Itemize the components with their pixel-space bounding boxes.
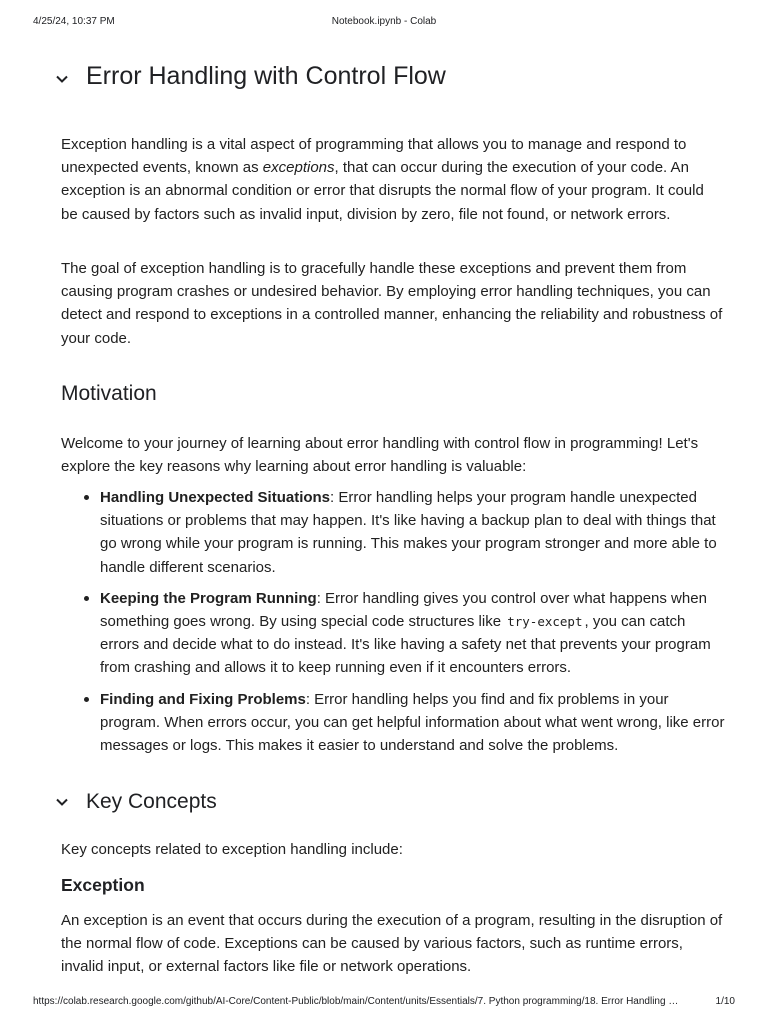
print-url: https://colab.research.google.com/github/AI-Core/Content-Public/blob/main/Content/units/Essentials/7. Python programming/18. Error Handling …: [33, 996, 679, 1007]
section-title-error-handling: Error Handling with Control Flow: [86, 62, 446, 90]
list-item-text: : Error handling helps you find and fix problems in your program. When errors occur, you can get helpful information about what went wrong, like error messages or logs. This makes it easier to understand and solve the problems.: [100, 690, 725, 755]
key-concepts-intro: Key concepts related to exception handling include:: [61, 841, 403, 858]
list-item-text: : Error handling helps your program handle unexpected situations or problems that may happen. It's like having a backup plan to deal with things that go wrong while your program is running. This makes your program stronger and more able to handle different scenarios.: [100, 489, 717, 576]
motivation-list: [100, 486, 726, 757]
page-number: 1/10: [715, 996, 735, 1007]
motivation-intro: Welcome to your journey of learning about error handling with control flow in programming! Let's explore the key reasons why learning about error handling is valuable:: [61, 435, 699, 476]
intro-paragraph-2: The goal of exception handling is to gracefully handle these exceptions and prevent them from causing program crashes or undesired behavior. By employing error handling techniques, you can detect and respond to exceptions in a controlled manner, enhancing the reliability and robustness of your code.: [61, 260, 723, 347]
list-item-term: Keeping the Program Running: [100, 589, 317, 607]
section-title-key-concepts: Key Concepts: [86, 790, 217, 813]
list-item: [100, 587, 726, 680]
list-item-term: Finding and Fixing Problems: [100, 690, 306, 708]
exception-paragraph: An exception is an event that occurs during the execution of a program, resulting in the disruption of the normal flow of code. Exceptions can be caused by various factors, such as runtime errors, invalid input, or external factors like file or network operations.: [61, 912, 723, 976]
section-toggle-error-handling[interactable]: [52, 62, 446, 91]
list-item: [100, 688, 726, 758]
print-title: Notebook.ipynb - Colab: [331, 16, 437, 27]
list-item: [100, 486, 726, 579]
chevron-down-icon[interactable]: [52, 67, 72, 87]
inline-code: try-except: [507, 614, 583, 630]
section-toggle-key-concepts[interactable]: [52, 790, 217, 814]
exception-heading: Exception: [61, 875, 145, 895]
intro-paragraph-1: [61, 133, 723, 226]
print-datetime: 4/25/24, 10:37 PM: [33, 16, 115, 27]
section-title-motivation: Motivation: [61, 382, 157, 405]
print-footer: [33, 996, 735, 1010]
list-item-term: Handling Unexpected Situations: [100, 489, 331, 506]
print-header: [33, 16, 735, 30]
para-emphasis: exceptions: [262, 159, 335, 177]
chevron-down-icon[interactable]: [52, 792, 72, 812]
para-text: , that can occur during the execution of your code. An exception is an abnormal condition or error that disrupts the normal flow of your program. It could be caused by factors such as invalid input, division by zero, file not found, or network errors.: [61, 159, 704, 223]
list-item-text: , you can catch errors and decide what to do instead. It's like having a safety net that prevents your program from crashing and allows it to keep running even if it encounters errors.: [100, 613, 711, 677]
list-item-text: : Error handling gives you control over what happens when something goes wrong. By using special code structures like: [100, 589, 707, 631]
para-text: Exception handling is a vital aspect of programming that allows you to manage and respond to unexpected events, known as: [61, 136, 687, 177]
